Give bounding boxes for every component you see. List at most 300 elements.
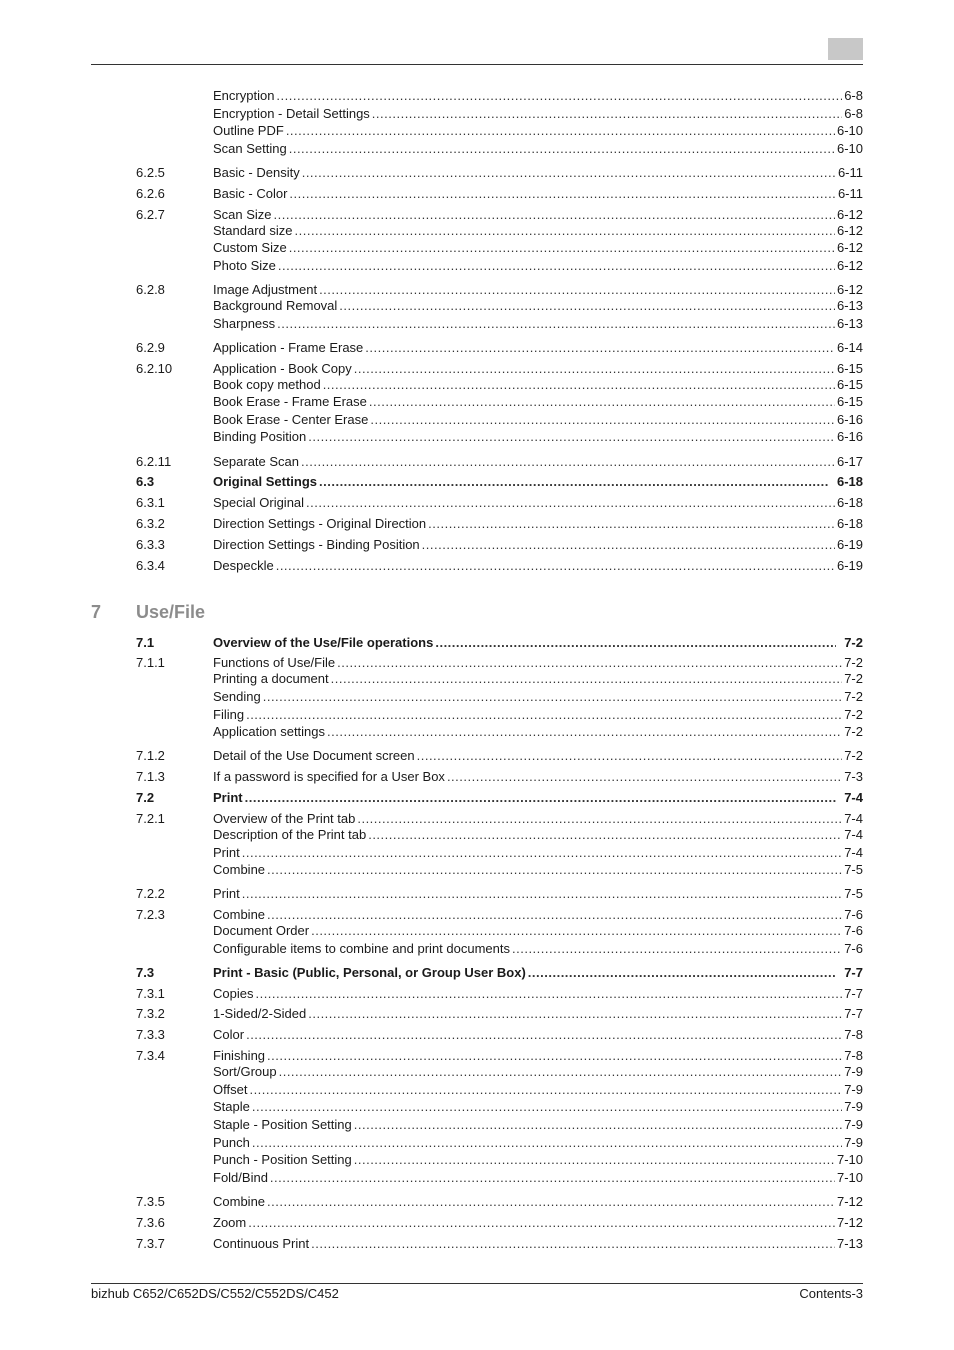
toc-entry-page: 6-10 [836, 141, 863, 156]
toc-entry-page: 7-5 [844, 886, 863, 901]
toc-entry[interactable] [0, 1099, 954, 1115]
toc-entry[interactable] [0, 1006, 954, 1022]
toc-dot-leader [245, 790, 837, 806]
toc-entry-number: 7.1.1 [136, 655, 165, 670]
toc-entry[interactable] [0, 707, 954, 723]
footer-model: bizhub C652/C652DS/C552/C552DS/C452 [91, 1286, 339, 1301]
toc-entry-title: Basic - Color [213, 186, 288, 201]
toc-dot-leader [248, 1215, 835, 1231]
toc-entry-number: 6.3.4 [136, 558, 165, 573]
toc-entry[interactable] [0, 258, 954, 274]
toc-dot-leader [331, 671, 843, 687]
toc-entry-title: Print - Basic (Public, Personal, or Group User Box) [213, 965, 526, 980]
toc-dot-leader [276, 88, 842, 104]
toc-entry-page: 7-2 [844, 655, 863, 670]
toc-entry-page: 7-9 [844, 1135, 863, 1150]
toc-entry-page: 6-13 [836, 316, 863, 331]
toc-entry-row [213, 207, 863, 223]
toc-entry-row [213, 558, 863, 574]
toc-dot-leader [368, 827, 842, 843]
toc-entry-row [213, 886, 863, 902]
toc-entry-page: 7-2 [844, 671, 863, 686]
toc-entry[interactable] [0, 827, 954, 843]
toc-entry-page: 7-2 [844, 724, 863, 739]
toc-dot-leader [263, 689, 842, 705]
toc-entry-number: 7.3.6 [136, 1215, 165, 1230]
toc-entry-row [213, 1152, 863, 1168]
toc-entry-row [213, 923, 863, 939]
toc-entry-row [213, 827, 863, 843]
toc-entry[interactable] [0, 689, 954, 705]
toc-entry-row [213, 454, 863, 470]
toc-entry-page: 7-6 [844, 907, 863, 922]
toc-entry-row [213, 811, 863, 827]
toc-dot-leader [252, 1099, 842, 1115]
toc-entry-row [213, 748, 863, 764]
toc-entry[interactable] [0, 986, 954, 1002]
toc-entry-title: 1-Sided/2-Sided [213, 1006, 307, 1021]
toc-entry-row [213, 671, 863, 687]
footer-rule [91, 1283, 863, 1284]
toc-entry-title: Standard size [213, 223, 293, 238]
toc-entry-page: 7-7 [844, 965, 863, 980]
toc-entry-row [213, 88, 863, 104]
toc-dot-leader [339, 298, 835, 314]
toc-entry-page: 6-18 [836, 474, 863, 489]
toc-entry-number: 7.3.7 [136, 1236, 165, 1251]
toc-entry-number: 7.3.4 [136, 1048, 165, 1063]
toc-entry-row [213, 412, 863, 428]
toc-dot-leader [278, 258, 835, 274]
toc-entry-page: 7-2 [844, 635, 863, 650]
toc-entry[interactable] [0, 1194, 954, 1210]
toc-entry-page: 6-18 [836, 516, 863, 531]
toc-entry-page: 6-8 [844, 106, 863, 121]
toc-dot-leader [249, 1082, 842, 1098]
toc-entry-title: Encryption [213, 88, 275, 103]
toc-dot-leader [319, 282, 835, 298]
toc-entry-row [213, 106, 863, 122]
toc-entry[interactable] [0, 186, 954, 202]
toc-entry-page: 6-18 [836, 495, 863, 510]
toc-entry-number: 7.3.1 [136, 986, 165, 1001]
toc-dot-leader [306, 495, 835, 511]
header-rule [91, 64, 863, 65]
toc-entry-number: 7.2.3 [136, 907, 165, 922]
toc-entry-page: 7-2 [844, 707, 863, 722]
toc-entry-title: Book Erase - Center Erase [213, 412, 369, 427]
toc-entry-row [213, 790, 863, 806]
toc-entry-page: 7-8 [844, 1027, 863, 1042]
toc-entry[interactable] [0, 298, 954, 314]
toc-dot-leader [267, 1048, 842, 1064]
toc-dot-leader [428, 516, 835, 532]
toc-entry-number: 7.2.1 [136, 811, 165, 826]
toc-entry-title: Zoom [213, 1215, 247, 1230]
toc-entry-number: 6.2.10 [136, 361, 173, 376]
toc-dot-leader [311, 1236, 835, 1252]
toc-entry-row [213, 986, 863, 1002]
toc-entry-title: Background Removal [213, 298, 338, 313]
toc-dot-leader [301, 454, 835, 470]
toc-entry[interactable] [0, 316, 954, 332]
toc-entry-number: 7.1.2 [136, 748, 165, 763]
toc-entry-title: Binding Position [213, 429, 307, 444]
toc-entry-page: 6-15 [836, 394, 863, 409]
toc-dot-leader [286, 123, 835, 139]
toc-entry-number: 7.2 [136, 790, 155, 805]
toc-dot-leader [302, 165, 836, 181]
toc-entry-row [213, 516, 863, 532]
toc-entry-title: Sharpness [213, 316, 276, 331]
toc-entry[interactable] [0, 941, 954, 957]
toc-entry-row [213, 165, 863, 181]
toc-entry-row [213, 689, 863, 705]
toc-entry-page: 7-9 [844, 1099, 863, 1114]
toc-entry[interactable] [0, 907, 954, 923]
toc-entry-title: Special Original [213, 495, 305, 510]
toc-entry[interactable] [0, 724, 954, 740]
toc-entry-title: Combine [213, 862, 266, 877]
toc-entry-number: 6.2.5 [136, 165, 165, 180]
toc-entry-row [213, 635, 863, 651]
toc-entry-page: 6-14 [836, 340, 863, 355]
toc-entry-page: 7-9 [844, 1117, 863, 1132]
toc-dot-leader [447, 769, 842, 785]
toc-entry[interactable] [0, 106, 954, 122]
toc-entry-page: 7-8 [844, 1048, 863, 1063]
toc-entry[interactable] [0, 1048, 954, 1064]
toc-entry-row [213, 537, 863, 553]
toc-entry-title: Staple [213, 1099, 250, 1114]
toc-dot-leader [369, 394, 835, 410]
toc-dot-leader [354, 1117, 842, 1133]
toc-entry[interactable] [0, 537, 954, 553]
toc-entry[interactable] [0, 340, 954, 356]
toc-dot-leader [289, 240, 835, 256]
toc-entry[interactable] [0, 123, 954, 139]
toc-entry[interactable] [0, 223, 954, 239]
toc-entry[interactable] [0, 361, 954, 377]
toc-entry[interactable] [0, 671, 954, 687]
toc-entry-number: 7.1.3 [136, 769, 165, 784]
toc-entry-row [213, 282, 863, 298]
toc-entry-title: Book Erase - Frame Erase [213, 394, 367, 409]
toc-dot-leader [422, 537, 835, 553]
toc-entry-page: 7-10 [836, 1170, 863, 1185]
toc-entry-row [213, 769, 863, 785]
toc-entry[interactable] [0, 412, 954, 428]
toc-dot-leader [319, 474, 829, 490]
toc-entry-title: Finishing [213, 1048, 266, 1063]
toc-entry-title: Detail of the Use Document screen [213, 748, 415, 763]
toc-dot-leader [277, 316, 835, 332]
toc-entry-page: 7-4 [844, 845, 863, 860]
toc-dot-leader [267, 907, 842, 923]
toc-entry-title: Custom Size [213, 240, 287, 255]
toc-entry[interactable] [0, 862, 954, 878]
toc-entry-title: Combine [213, 1194, 266, 1209]
toc-entry[interactable] [0, 769, 954, 785]
toc-entry-row [213, 1099, 863, 1115]
toc-entry-row [213, 845, 863, 861]
toc-entry[interactable] [0, 88, 954, 104]
toc-entry-title: Continuous Print [213, 1236, 310, 1251]
toc-dot-leader [267, 1194, 835, 1210]
toc-dot-leader [323, 377, 835, 393]
toc-dot-leader [365, 340, 835, 356]
footer-page-label: Contents-3 [799, 1286, 863, 1301]
toc-entry-page: 7-9 [844, 1064, 863, 1079]
toc-entry-page: 7-4 [844, 827, 863, 842]
toc-entry[interactable] [0, 1082, 954, 1098]
toc-entry[interactable] [0, 377, 954, 393]
chapter-number: 7 [91, 602, 102, 622]
toc-entry[interactable] [0, 165, 954, 181]
toc-entry-number: 7.3.2 [136, 1006, 165, 1021]
toc-entry-page: 7-4 [844, 790, 863, 805]
toc-entry[interactable] [0, 923, 954, 939]
toc-entry[interactable] [0, 558, 954, 574]
toc-entry[interactable] [0, 495, 954, 511]
toc-dot-leader [337, 655, 842, 671]
toc-entry-page: 6-16 [836, 412, 863, 427]
toc-entry-title: Application - Book Copy [213, 361, 352, 376]
toc-entry-page: 7-6 [844, 941, 863, 956]
toc-entry-row [213, 965, 863, 981]
toc-entry-title: Photo Size [213, 258, 276, 273]
toc-entry-page: 6-10 [836, 123, 863, 138]
toc-entry[interactable] [0, 394, 954, 410]
chapter-title: Use/File [136, 602, 206, 622]
toc-dot-leader [372, 106, 842, 122]
toc-entry-page: 7-2 [844, 748, 863, 763]
toc-entry-title: Book copy method [213, 377, 321, 392]
toc-dot-leader [270, 1170, 835, 1186]
toc-entry-number: 6.2.8 [136, 282, 165, 297]
toc-entry-row [213, 907, 863, 923]
toc-entry[interactable] [0, 1170, 954, 1186]
toc-entry[interactable] [0, 1152, 954, 1168]
toc-entry-title: Direction Settings - Original Direction [213, 516, 427, 531]
toc-entry-page: 7-7 [844, 986, 863, 1001]
toc-dot-leader [311, 923, 842, 939]
toc-entry-number: 7.3.5 [136, 1194, 165, 1209]
toc-entry-page: 6-19 [836, 558, 863, 573]
toc-entry[interactable] [0, 655, 954, 671]
toc-entry-row [213, 340, 863, 356]
toc-dot-leader [242, 845, 842, 861]
toc-entry[interactable] [0, 1215, 954, 1231]
toc-entry-title: Fold/Bind [213, 1170, 268, 1185]
toc-entry-page: 6-17 [836, 454, 863, 469]
toc-entry-title: Sort/Group [213, 1064, 277, 1079]
toc-entry-title: Sending [213, 689, 261, 704]
toc-entry-title: Color [213, 1027, 245, 1042]
toc-entry-title: Print [213, 790, 243, 805]
toc-entry-row [213, 394, 863, 410]
toc-dot-leader [357, 811, 842, 827]
toc-entry[interactable] [0, 1236, 954, 1252]
toc-entry-title: Overview of the Print tab [213, 811, 356, 826]
toc-entry[interactable] [0, 886, 954, 902]
toc-entry[interactable] [0, 790, 954, 806]
toc-entry-page: 6-16 [836, 429, 863, 444]
toc-entry-page: 6-11 [837, 165, 863, 180]
toc-entry-page: 6-8 [844, 88, 863, 103]
toc-entry-row [213, 941, 863, 957]
toc-entry-row [213, 316, 863, 332]
toc-entry-title: Basic - Density [213, 165, 300, 180]
toc-entry-page: 7-6 [844, 923, 863, 938]
toc-entry-row [213, 1027, 863, 1043]
toc-entry-row [213, 1064, 863, 1080]
toc-entry-number: 7.2.2 [136, 886, 165, 901]
toc-entry-title: Print [213, 886, 240, 901]
toc-entry[interactable] [0, 811, 954, 827]
toc-entry-title: Document Order [213, 923, 310, 938]
toc-entry-number: 7.1 [136, 635, 155, 650]
toc-entry-title: Functions of Use/File [213, 655, 336, 670]
toc-entry-page: 6-15 [836, 361, 863, 376]
toc-entry-page: 6-12 [836, 240, 863, 255]
toc-entry-title: Staple - Position Setting [213, 1117, 352, 1132]
toc-entry-number: 6.2.11 [136, 454, 172, 469]
toc-entry[interactable] [0, 429, 954, 445]
toc-entry-row [213, 361, 863, 377]
header-tab-box [828, 38, 863, 60]
toc-dot-leader [246, 1027, 842, 1043]
toc-entry-row [213, 298, 863, 314]
toc-entry-title: If a password is specified for a User Box [213, 769, 445, 784]
toc-entry-row [213, 258, 863, 274]
toc-entry-title: Outline PDF [213, 123, 284, 138]
toc-dot-leader [252, 1135, 842, 1151]
toc-entry-row [213, 1170, 863, 1186]
toc-entry-page: 6-12 [836, 223, 863, 238]
toc-entry-row [213, 474, 863, 490]
toc-entry-title: Description of the Print tab [213, 827, 367, 842]
toc-entry-title: Filing [213, 707, 245, 722]
toc-entry-number: 6.3.1 [136, 495, 165, 510]
toc-entry-row [213, 1006, 863, 1022]
toc-entry-row [213, 1135, 863, 1151]
toc-entry[interactable] [0, 454, 954, 470]
toc-dot-leader [276, 558, 835, 574]
toc-dot-leader [255, 986, 842, 1002]
toc-entry[interactable] [0, 516, 954, 532]
toc-entry-title: Scan Setting [213, 141, 287, 156]
toc-entry-title: Application - Frame Erase [213, 340, 364, 355]
toc-entry-page: 7-12 [836, 1194, 863, 1209]
toc-entry-title: Copies [213, 986, 254, 1001]
toc-dot-leader [308, 429, 835, 445]
toc-entry[interactable] [0, 1135, 954, 1151]
toc-entry[interactable] [0, 1064, 954, 1080]
toc-dot-leader [354, 1152, 835, 1168]
toc-entry[interactable] [0, 1027, 954, 1043]
toc-entry-title: Overview of the Use/File operations [213, 635, 434, 650]
toc-entry-row [213, 1215, 863, 1231]
toc-entry[interactable] [0, 965, 954, 981]
toc-entry-row [213, 707, 863, 723]
toc-entry-page: 6-12 [836, 258, 863, 273]
toc-entry-row [213, 1236, 863, 1252]
toc-entry[interactable] [0, 635, 954, 651]
toc-dot-leader [528, 965, 836, 981]
toc-entry-page: 7-12 [836, 1215, 863, 1230]
toc-entry-row [213, 1048, 863, 1064]
toc-entry-row [213, 655, 863, 671]
toc-entry-page: 6-13 [836, 298, 863, 313]
toc-entry-row [213, 1082, 863, 1098]
toc-entry-row [213, 1117, 863, 1133]
toc-entry-page: 7-5 [844, 862, 863, 877]
toc-entry-page: 7-4 [844, 811, 863, 826]
toc-entry-title: Scan Size [213, 207, 272, 222]
toc-entry-row [213, 862, 863, 878]
toc-entry-title: Despeckle [213, 558, 274, 573]
toc-entry-row [213, 377, 863, 393]
toc-entry-title: Application settings [213, 724, 326, 739]
toc-dot-leader [370, 412, 835, 428]
toc-entry-title: Print [213, 845, 240, 860]
toc-dot-leader [274, 207, 835, 223]
toc-entry-number: 6.3 [136, 474, 155, 489]
toc-entry-title: Encryption - Detail Settings [213, 106, 370, 121]
toc-entry[interactable] [0, 141, 954, 157]
toc-entry-row [213, 495, 863, 511]
toc-entry-page: 7-2 [844, 689, 863, 704]
toc-entry-title: Offset [213, 1082, 248, 1097]
toc-entry-row [213, 1194, 863, 1210]
toc-entry[interactable] [0, 207, 954, 223]
toc-entry-row [213, 724, 863, 740]
toc-dot-leader [289, 186, 836, 202]
toc-dot-leader [417, 748, 843, 764]
toc-entry[interactable] [0, 748, 954, 764]
toc-entry-number: 7.3.3 [136, 1027, 165, 1042]
toc-entry-row [213, 141, 863, 157]
toc-entry-title: Punch [213, 1135, 250, 1150]
toc-entry-page: 7-3 [844, 769, 863, 784]
toc-entry-title: Combine [213, 907, 266, 922]
toc-entry-page: 7-13 [836, 1236, 863, 1251]
toc-entry-title: Punch - Position Setting [213, 1152, 352, 1167]
toc-entry[interactable] [0, 282, 954, 298]
toc-entry-row [213, 240, 863, 256]
toc-dot-leader [327, 724, 842, 740]
toc-entry-number: 6.2.7 [136, 207, 165, 222]
toc-entry-row [213, 429, 863, 445]
toc-entry-number: 6.2.9 [136, 340, 165, 355]
toc-entry-page: 6-15 [836, 377, 863, 392]
toc-entry-title: Printing a document [213, 671, 329, 686]
toc-entry-title: Direction Settings - Binding Position [213, 537, 420, 552]
toc-entry[interactable] [0, 845, 954, 861]
toc-entry-page: 6-12 [836, 282, 863, 297]
toc-entry-row [213, 223, 863, 239]
toc-dot-leader [279, 1064, 843, 1080]
toc-entry-number: 7.3 [136, 965, 155, 980]
toc-entry-title: Image Adjustment [213, 282, 318, 297]
toc-entry[interactable] [0, 474, 954, 490]
toc-dot-leader [354, 361, 835, 377]
toc-entry[interactable] [0, 240, 954, 256]
toc-dot-leader [512, 941, 842, 957]
toc-entry[interactable] [0, 1117, 954, 1133]
toc-dot-leader [435, 635, 836, 651]
